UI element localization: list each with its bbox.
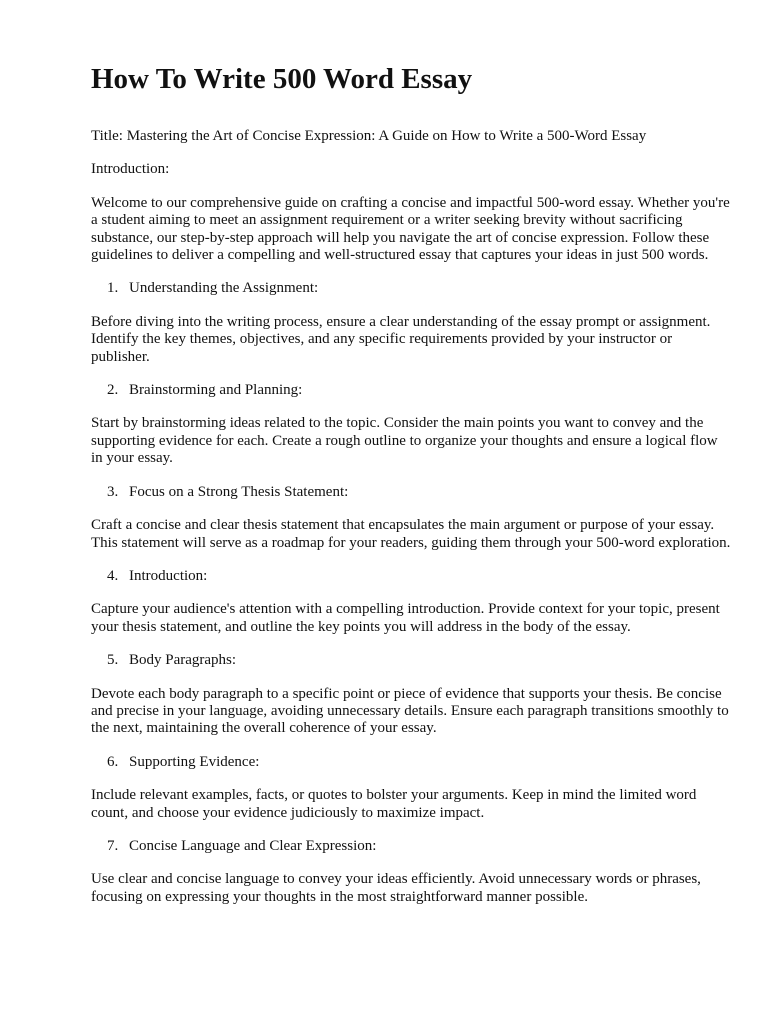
page-title: How To Write 500 Word Essay [91, 63, 473, 95]
section-heading-7 [91, 838, 731, 855]
section-paragraph-1: Before diving into the writing process, ensure a clear understanding of the essay prompt or assignment. Identify the key themes, objectives, and any specific requirements provided by your instructor or publisher. [91, 313, 711, 365]
section-number: 2. [107, 382, 119, 399]
section-paragraph-5: Devote each body paragraph to a specific point or piece of evidence that supports your thesis. Be concise and precise in your language, avoiding unnecessary details. Ensure each paragraph transitions smoothly to the next, maintaining the overall coherence of your essay. [91, 685, 729, 737]
section-number: 3. [107, 483, 119, 500]
document-body [91, 128, 731, 906]
intro-label: Introduction: [91, 161, 170, 178]
section-number: 7. [107, 837, 119, 854]
section-paragraph-7: Use clear and concise language to convey your ideas efficiently. Avoid unnecessary words or phrases, focusing on expressing your thoughts in the most straightforward manner possible. [91, 871, 701, 905]
section-number: 4. [107, 567, 119, 584]
section-heading-5 [91, 652, 731, 669]
section-heading-4 [91, 568, 731, 585]
section-paragraph-4: Capture your audience's attention with a compelling introduction. Provide context for your topic, present your thesis statement, and outline the key points you will address in the body of the essay. [91, 601, 720, 635]
section-heading-text: Introduction: [129, 567, 208, 584]
section-paragraph-2: Start by brainstorming ideas related to the topic. Consider the main points you want to convey and the supporting evidence for each. Create a rough outline to organize your thoughts and ensure a logical flow in your essay. [91, 415, 718, 467]
document-page [91, 62, 731, 922]
section-heading-3 [91, 484, 731, 501]
section-heading-2 [91, 382, 731, 399]
section-heading-text: Concise Language and Clear Expression: [129, 837, 377, 854]
section-heading-1 [91, 280, 731, 297]
section-heading-text: Body Paragraphs: [129, 652, 237, 669]
section-heading-text: Supporting Evidence: [129, 753, 260, 770]
section-number: 5. [107, 652, 119, 669]
section-heading-6 [91, 754, 731, 771]
section-heading-text: Brainstorming and Planning: [129, 382, 303, 399]
section-number: 1. [107, 280, 119, 297]
section-number: 6. [107, 753, 119, 770]
intro-paragraph: Welcome to our comprehensive guide on crafting a concise and impactful 500-word essay. Whether you're a student aiming to meet an assignment requirement or a writer seeking brevity without sacrificing substance, our step-by-step approach will help you navigate the art of concise expression. Follow these guidelines to deliver a compelling and well-structured essay that captures your ideas in just 500 words. [91, 194, 730, 264]
section-paragraph-3: Craft a concise and clear thesis statement that encapsulates the main argument or purpose of your essay. This statement will serve as a roadmap for your readers, guiding them through your 500-word exploration. [91, 517, 731, 551]
essay-title-line: Title: Mastering the Art of Concise Expression: A Guide on How to Write a 500-Word Essay [91, 128, 647, 144]
section-paragraph-6: Include relevant examples, facts, or quotes to bolster your arguments. Keep in mind the limited word count, and choose your evidence judiciously to maximize impact. [91, 787, 697, 821]
section-heading-text: Understanding the Assignment: [129, 280, 319, 297]
section-heading-text: Focus on a Strong Thesis Statement: [129, 483, 349, 500]
